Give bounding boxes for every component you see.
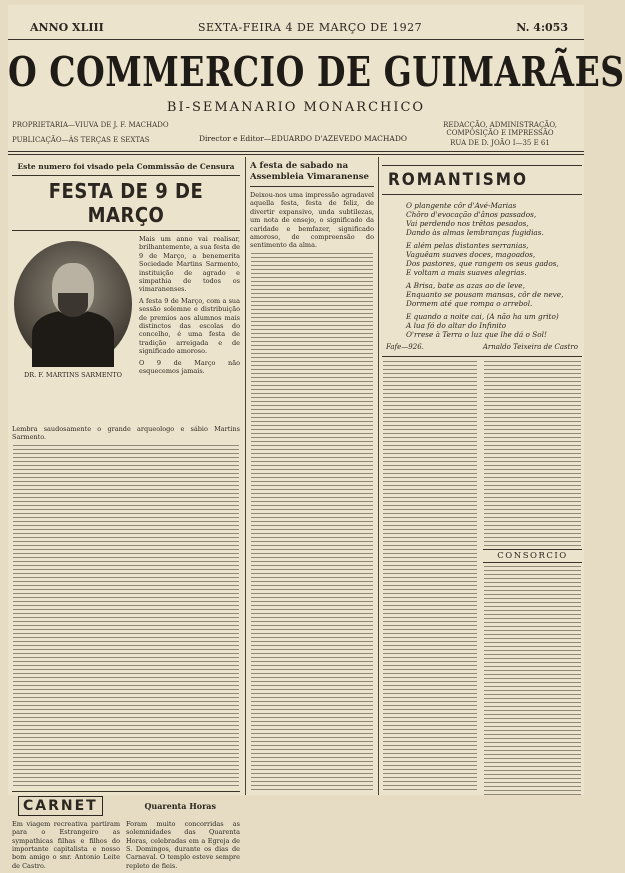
- issue-date: SEXTA-FEIRA 4 DE MARÇO DE 1927: [197, 21, 423, 34]
- poem-line: E voltam a mais suaves alegrias.: [406, 268, 527, 277]
- poem-line: A Brisa, bate as azas ao de leve,: [406, 281, 525, 290]
- poem-author: Arnaldo Teixeira de Castro: [482, 343, 578, 351]
- censor-notice: Este numero foi visado pela Commissão de Censura: [17, 162, 235, 171]
- address-text: RUA DE D. JOÃO I—35 E 61: [450, 139, 550, 147]
- poem-line: E além pelas distantes serranias,: [406, 241, 529, 250]
- romantismo-title: ROMANTISMO: [388, 170, 528, 190]
- column-festa: [12, 161, 240, 870]
- consorcio-text: [484, 566, 581, 798]
- poem-line: A lua fó do altar do Infinito: [406, 321, 507, 330]
- header-rule-bottom: [8, 151, 584, 152]
- header-rule-top: [8, 39, 584, 40]
- assembleia-title: A festa de sabado na Assembleia Vimaranense: [250, 161, 369, 182]
- column-romantismo: [382, 165, 582, 795]
- carnet-text: Em viagem recreativa partiram para o Estrangeiro as sympathicas filhas e filhos do importante capitalista e nosso bom amigo o snr. Antonio Leite de Castro.: [12, 819, 120, 870]
- martins-sarmento-portrait: [14, 241, 132, 367]
- header-rule-bottom-thin: [8, 154, 584, 155]
- festa-para3: O 9 de Março não esquecemos jamais.: [139, 358, 240, 376]
- newspaper-page: [8, 5, 625, 870]
- poem-line: Enquanto se pousam mansas, côr de neve,: [406, 290, 564, 299]
- quarenta-horas-heading: Quarenta Horas: [144, 800, 216, 811]
- romantismo-poem: [382, 201, 582, 339]
- poem-line: Vai perdendo nos trêtos pesados,: [406, 219, 529, 228]
- article-left-text: [383, 361, 477, 791]
- quarenta-horas-text: Foram muito concorridas as solemnidades das Quarenta Horas, celebradas em a Egreja de S. Domingos, durante os dias de Carnaval. O templo esteve sempre repleto de fieis.: [126, 819, 240, 870]
- portrait-block: [12, 235, 134, 425]
- festa-lembra: Lembra saudosamente o grande arqueologo e sábio Martins Sarmento.: [12, 425, 240, 442]
- header-left-info: [12, 121, 182, 144]
- issue-number: N. 4:053: [516, 21, 568, 34]
- portrait-caption: DR. F. MARTINS SARMENTO: [24, 371, 122, 379]
- article-right-text: [484, 361, 581, 546]
- assembleia-text: Deixou-nos uma impressão agradavel aquella festa, festa de feliz, de divertir expansivo, unda subtilezas, um nota de ensejo, o significado da caridade e bemfazer, significado amoroso, de compreensão do sentimento da alma.: [250, 191, 374, 250]
- poem-line: Dos pastores, que rangem os seus gados,: [406, 259, 559, 268]
- carnet-heading: CARNET: [18, 796, 103, 816]
- poem-line: E quando a noite cai, (A não ha um grito): [406, 312, 559, 321]
- consorcio-heading: CONSORCIO: [483, 549, 582, 563]
- poem-line: O plangente côr d'Avé-Marias: [406, 201, 517, 210]
- festa-title: FESTA DE 9 DE MARÇO: [48, 179, 204, 227]
- anno-label: ANNO XLIII: [30, 21, 104, 34]
- poem-place: Fafe—926.: [386, 343, 424, 351]
- header-top-line: [8, 21, 584, 34]
- festa-para2: A festa 9 de Março, com a sua sessão solemne e distribuição de premios aos alumnos mais distinctos das escolas do concelho, é uma festa de tradição arreigada e de significado amoroso.: [139, 296, 240, 356]
- column-divider-2: [378, 157, 379, 795]
- poem-line: Chôro d'evocação d'ânos passados,: [406, 210, 537, 219]
- poem-line: Dando às almas lembranças fugidias.: [406, 228, 544, 237]
- director-text: Director e Editor—EDUARDO D'AZEVEDO MACHADO: [198, 134, 407, 143]
- assembleia-body-text: [251, 253, 373, 793]
- festa-body-text: [13, 445, 239, 787]
- redaccao-text: REDACÇÃO, ADMINISTRAÇÃO, COMPOSIÇÃO E IMPRESSÃO: [443, 121, 557, 137]
- masthead-title: O COMMERCIO DE GUIMARÃES: [8, 47, 625, 96]
- poem-line: O'rrese à Terra o luz que lhe dá o Sol!: [406, 330, 547, 339]
- poem-line: Dormem até que rompa o arrebol.: [406, 299, 533, 308]
- column-assembleia: [250, 161, 374, 795]
- publicacao-text: PUBLICAÇÃO—ÀS TERÇAS E SEXTAS: [12, 136, 150, 144]
- poem-line: Vaguêam suaves doces, magoados,: [406, 250, 536, 259]
- header-right-info: [420, 121, 580, 147]
- proprietaria-text: PROPRIETARIA—VIUVA DE J. F. MACHADO: [12, 121, 169, 129]
- festa-intro: Mais um anno vai realisar, brilhantemente, a sua festa de 9 de Março, a benemerita Sociedade Martins Sarmento, instituição de agrado e simpathia de todos os vimaranenses.: [139, 235, 240, 294]
- column-divider-1: [245, 157, 246, 795]
- masthead-subtitle: BI-SEMANARIO MONARCHICO: [166, 100, 426, 115]
